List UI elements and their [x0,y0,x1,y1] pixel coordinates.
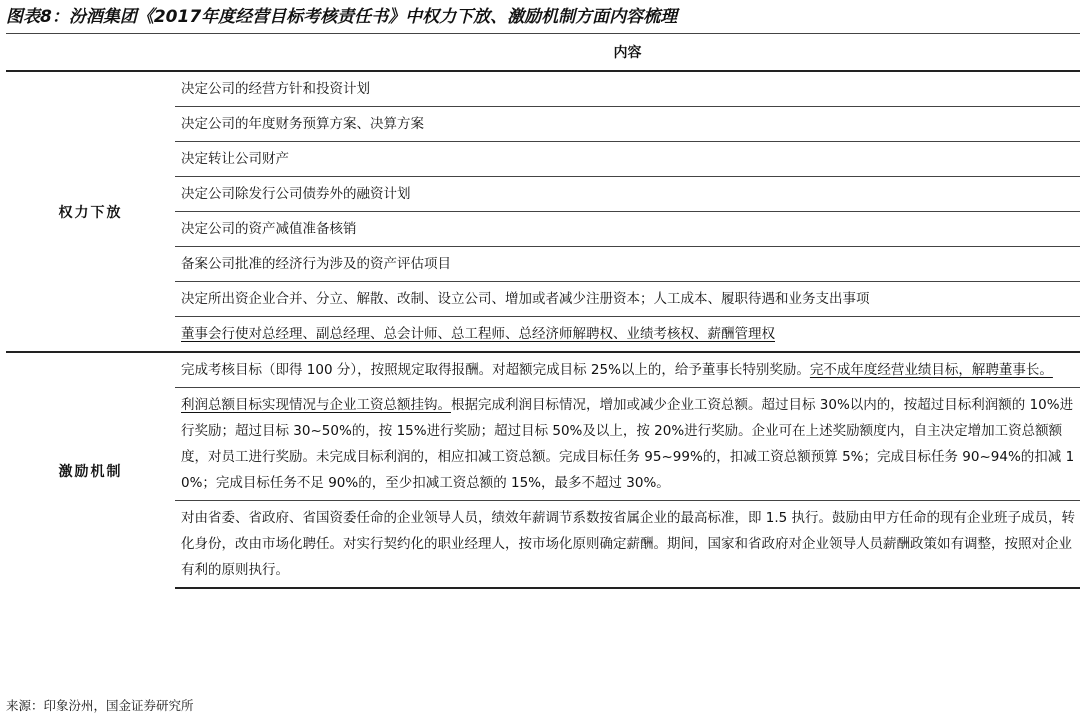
source-note: 来源：印象汾州，国金证券研究所 [6,698,194,713]
item-text: 根据完成利润目标情况，增加或减少企业工资总额。超过目标 30%以内的，按超过目标利润额的 10%进行奖励；超过目标 30~50%的，按 15%进行奖励；超过目标 50%及以上，按 20%进行奖励。企业可在上述奖励额度内，自主决定增加工资总额额度，对员工进行奖励。未完成目标利润的，相应扣减工资总额。完成目标任务 95~99%的，扣减工资总额预算 5%；完成目标任务 90~94%的扣减 10%；完成目标任务不足 90%的，至少扣减工资总额的 15%，最多不超过 30%。 [181,397,1075,491]
item-cell: 决定公司的资产减值准备核销 [175,212,1080,247]
item-cell: 决定公司除发行公司债券外的融资计划 [175,177,1080,212]
underlined-text: 利润总额目标实现情况与企业工资总额挂钩。 [181,397,451,413]
header-empty-cell [6,34,175,71]
table-row [6,352,1080,388]
item-cell: 备案公司批准的经济行为涉及的资产评估项目 [175,247,1080,282]
column-header-content: 内容 [175,34,1080,71]
category-cell-incentive: 激励机制 [58,463,123,480]
figure-title: 图表8：汾酒集团《2017年度经营目标考核责任书》中权力下放、激励机制方面内容梳理 [6,7,678,27]
table-header-row [6,34,1080,71]
item-cell: 决定公司的经营方针和投资计划 [175,71,1080,107]
item-cell [175,317,1080,353]
category-cell-power: 权力下放 [6,71,175,352]
underlined-text: 董事会行使对总经理、副总经理、总会计师、总工程师、总经济师解聘权、业绩考核权、薪酬管理权 [181,326,775,342]
item-cell: 决定转让公司财产 [175,142,1080,177]
item-text: 完成考核目标（即得 100 分），按照规定取得报酬。对超额完成目标 25%以上的，给予董事长特别奖励。 [181,362,810,378]
item-cell: 决定公司的年度财务预算方案、决算方案 [175,107,1080,142]
item-cell [175,352,1080,388]
table-row [6,71,1080,107]
item-cell [175,388,1080,501]
item-cell: 对由省委、省政府、省国资委任命的企业领导人员，绩效年薪调节系数按省属企业的最高标准，即 1.5 执行。鼓励由甲方任命的现有企业班子成员，转化身份，改由市场化聘任。对实行契约化的职业经理人，按市场化原则确定薪酬。期间，国家和省政府对企业领导人员薪酬政策如有调整，按照对企业有利的原则执行。 [175,501,1080,589]
item-cell: 决定所出资企业合并、分立、解散、改制、设立公司、增加或者减少注册资本；人工成本、履职待遇和业务支出事项 [175,282,1080,317]
content-table [6,34,1080,589]
underlined-text: 完不成年度经营业绩目标，解聘董事长。 [809,362,1053,378]
